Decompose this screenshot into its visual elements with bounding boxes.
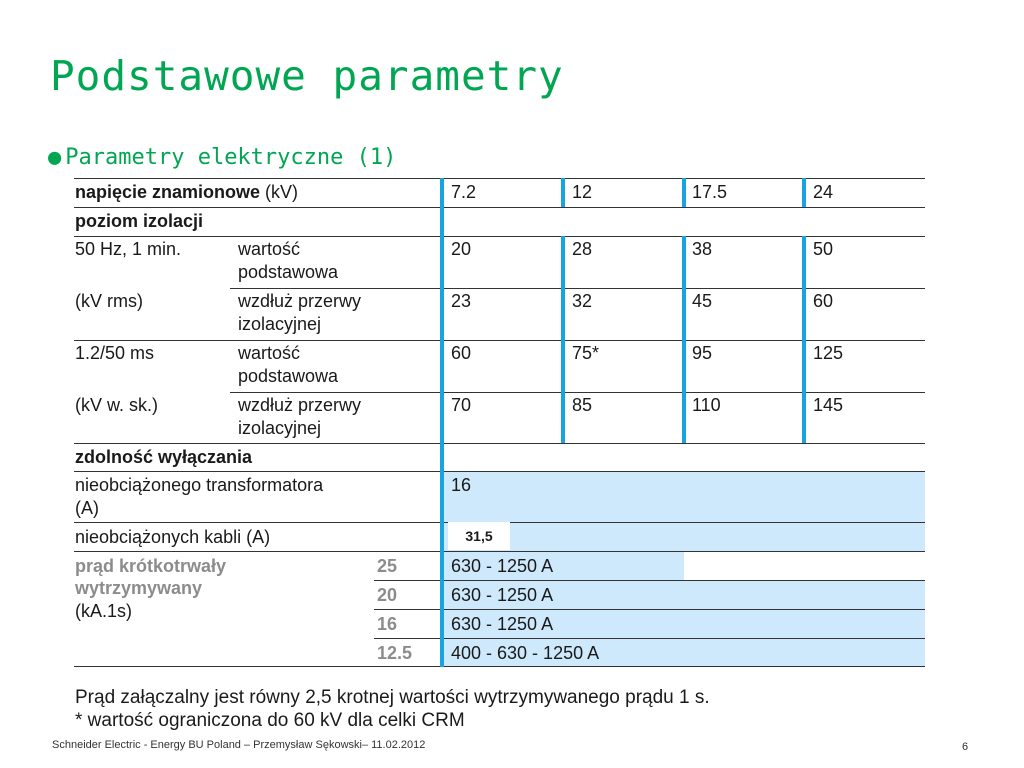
transformer-label — [75, 474, 323, 520]
label-line: prąd krótkotrwały — [75, 556, 227, 576]
row-50hz-unit: (kV rms) — [75, 291, 143, 311]
current-range: 630 - 1250 A — [451, 585, 554, 605]
table-rule — [74, 236, 925, 237]
column-bar — [440, 178, 444, 667]
table-cell: 110 — [692, 395, 721, 415]
ka-value: 12.5 — [377, 643, 413, 663]
table-cell: 85 — [572, 395, 593, 415]
table-rule — [374, 638, 925, 639]
table-cell: 60 — [451, 343, 472, 363]
table-cell: 50 — [813, 239, 834, 259]
page-number: 6 — [962, 741, 969, 753]
column-bar — [682, 236, 686, 443]
sublabel-line: wzdłuż przerwy — [238, 291, 362, 311]
row-impulse-unit: (kV w. sk.) — [75, 395, 159, 415]
sublabel-gap — [238, 394, 361, 440]
table-rule — [74, 471, 925, 472]
table-cell: 145 — [813, 395, 844, 415]
table-rule — [230, 392, 925, 393]
table-cell: 28 — [572, 239, 593, 259]
page-title: Podstawowe parametry — [50, 52, 564, 100]
table-rule — [74, 443, 925, 444]
short-time-label — [75, 555, 226, 599]
section-insulation-heading: poziom izolacji — [75, 211, 204, 231]
sublabel-basic — [238, 342, 338, 388]
voltage-cell: 7.2 — [451, 182, 477, 202]
sublabel-line: podstawowa — [238, 366, 339, 386]
table-cell: 32 — [572, 291, 593, 311]
table-rule — [230, 288, 925, 289]
rated-voltage-label-bold: napięcie znamionowe — [75, 182, 261, 202]
table-cell: 20 — [451, 239, 472, 259]
label-line: (A) — [75, 498, 99, 518]
ka-value: 20 — [377, 585, 398, 605]
table-rule — [74, 207, 925, 208]
table-cell: 95 — [692, 343, 713, 363]
ka-value: 16 — [377, 614, 398, 634]
sublabel-line: wartość — [238, 343, 301, 363]
current-range: 630 - 1250 A — [451, 556, 554, 576]
table-cell: 125 — [813, 343, 844, 363]
table-cell: 45 — [692, 291, 713, 311]
table-rule — [74, 551, 925, 552]
column-bar — [561, 236, 565, 443]
note-making-current: Prąd załączalny jest równy 2,5 krotnej wartości wytrzymywanego prądu 1 s. — [75, 687, 710, 708]
sublabel-line: wzdłuż przerwy — [238, 395, 362, 415]
bullet-item — [48, 145, 396, 170]
table-cell: 23 — [451, 291, 472, 311]
voltage-cell: 17.5 — [692, 182, 728, 202]
voltage-cell: 24 — [813, 182, 834, 202]
sublabel-line: izolacyjnej — [238, 418, 322, 438]
rated-voltage-label — [75, 181, 298, 204]
column-bar — [802, 236, 806, 443]
column-bar — [682, 178, 686, 207]
table-rule — [374, 609, 925, 610]
column-bar — [802, 178, 806, 207]
current-range: 400 - 630 - 1250 A — [451, 643, 600, 663]
table-cell: 38 — [692, 239, 713, 259]
section-breaking-heading: zdolność wyłączania — [75, 447, 253, 467]
sublabel-gap — [238, 290, 361, 336]
cables-value: 31,5 — [448, 522, 510, 550]
short-time-fill-right — [684, 580, 925, 667]
cables-value-fill — [441, 522, 925, 551]
bullet-dot-icon: ● — [48, 145, 62, 170]
row-50hz-label: 50 Hz, 1 min. — [75, 239, 182, 259]
transformer-value: 16 — [451, 475, 472, 495]
column-bar — [561, 178, 565, 207]
ka-value: 25 — [377, 556, 398, 576]
table-rule — [74, 666, 925, 667]
transformer-value-fill — [441, 472, 925, 522]
row-impulse-label: 1.2/50 ms — [75, 343, 155, 363]
rated-voltage-unit: (kV) — [260, 182, 299, 202]
table-cell: 70 — [451, 395, 472, 415]
note-crm-limit: * wartość ograniczona do 60 kV dla celki CRM — [75, 710, 465, 731]
footer-text: Schneider Electric - Energy BU Poland – Przemysław Sękowski– 11.02.2012 — [52, 739, 426, 751]
sublabel-line: wartość — [238, 239, 301, 259]
current-range: 630 - 1250 A — [451, 614, 554, 634]
bullet-text: Parametry elektryczne (1) — [65, 145, 397, 170]
label-line: nieobciążonego transformatora — [75, 475, 324, 495]
cables-label: nieobciążonych kabli (A) — [75, 527, 271, 547]
short-time-unit: (kA.1s) — [75, 601, 133, 621]
table-rule — [74, 340, 925, 341]
sublabel-basic — [238, 238, 338, 284]
table-rule — [74, 178, 925, 179]
sublabel-line: izolacyjnej — [238, 314, 322, 334]
voltage-cell: 12 — [572, 182, 593, 202]
sublabel-line: podstawowa — [238, 262, 339, 282]
table-cell: 75* — [572, 343, 600, 363]
label-line: wytrzymywany — [75, 578, 203, 598]
table-cell: 60 — [813, 291, 834, 311]
table-rule — [374, 580, 925, 581]
